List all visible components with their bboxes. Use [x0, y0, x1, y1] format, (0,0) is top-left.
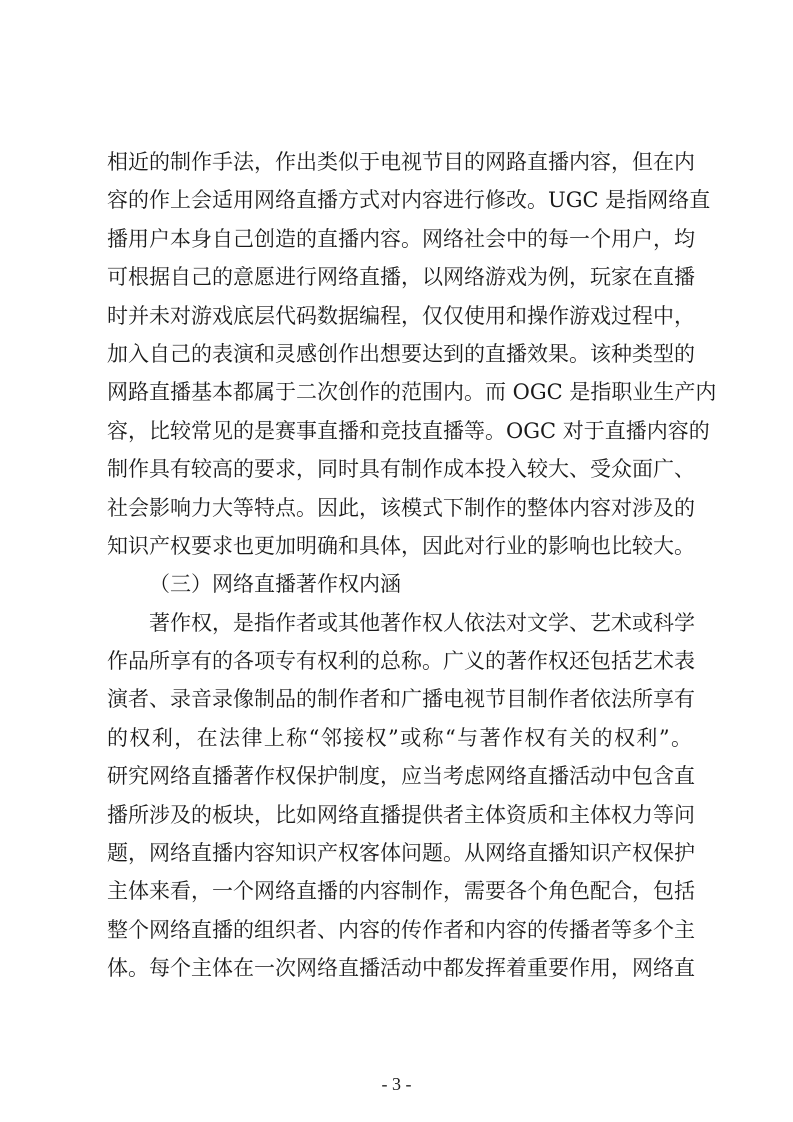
text-line: 主体来看，一个网络直播的内容制作，需要各个角色配合，包括 — [107, 879, 695, 904]
text-line: 作品所享有的各项专有权利的总称。广义的著作权还包括艺术表 — [107, 649, 695, 674]
text-line: 容的作上会适用网络直播方式对内容进行修改。UGC 是指网络直 — [107, 188, 711, 213]
text-line: 研究网络直播著作权保护制度，应当考虑网络直播活动中包含直 — [107, 764, 695, 789]
text-line: 体。每个主体在一次网络直播活动中都发挥着重要作用，网络直 — [107, 956, 695, 981]
text-line: 知识产权要求也更加明确和具体，因此对行业的影响也比较大。 — [107, 533, 695, 558]
page-number: - 3 - — [381, 1074, 412, 1094]
text-line: 著作权，是指作者或其他著作权人依法对文学、艺术或科学 — [149, 610, 695, 635]
text-line: 可根据自己的意愿进行网络直播，以网络游戏为例，玩家在直播 — [107, 265, 695, 290]
text-line: 相近的制作手法，作出类似于电视节目的网路直播内容，但在内 — [107, 150, 695, 174]
text-line: 播所涉及的板块，比如网络直播提供者主体资质和主体权力等问 — [107, 802, 695, 827]
text-line: 时并未对游戏底层代码数据编程，仅仅使用和操作游戏过程中， — [107, 303, 695, 328]
section-heading: （三）网络直播著作权内涵 — [149, 572, 401, 597]
text-line: 播用户本身自己创造的直播内容。网络社会中的每一个用户，均 — [107, 226, 695, 251]
text-line: 制作具有较高的要求，同时具有制作成本投入较大、受众面广、 — [107, 457, 695, 482]
text-line: 网路直播基本都属于二次创作的范围内。而 OGC 是指职业生产内 — [107, 380, 717, 405]
text-line: 整个网络直播的组织者、内容的传作者和内容的传播者等多个主 — [107, 917, 695, 942]
text-line: 题，网络直播内容知识产权客体问题。从网络直播知识产权保护 — [107, 841, 695, 866]
body-text — [107, 143, 717, 988]
text-line: 演者、录音录像制品的制作者和广播电视节目制作者依法所享有 — [107, 687, 695, 712]
text-line: 容，比较常见的是赛事直播和竞技直播等。OGC 对于直播内容的 — [107, 418, 710, 443]
text-line: 的权利，在法律上称“邻接权”或称“与著作权有关的权利”。 — [107, 725, 692, 750]
text-line: 社会影响力大等特点。因此，该模式下制作的整体内容对涉及的 — [107, 495, 695, 520]
paragraph-2 — [107, 604, 695, 988]
text-line: 加入自己的表演和灵感创作出想要达到的直播效果。该种类型的 — [107, 341, 695, 366]
paragraph-1 — [107, 143, 717, 565]
